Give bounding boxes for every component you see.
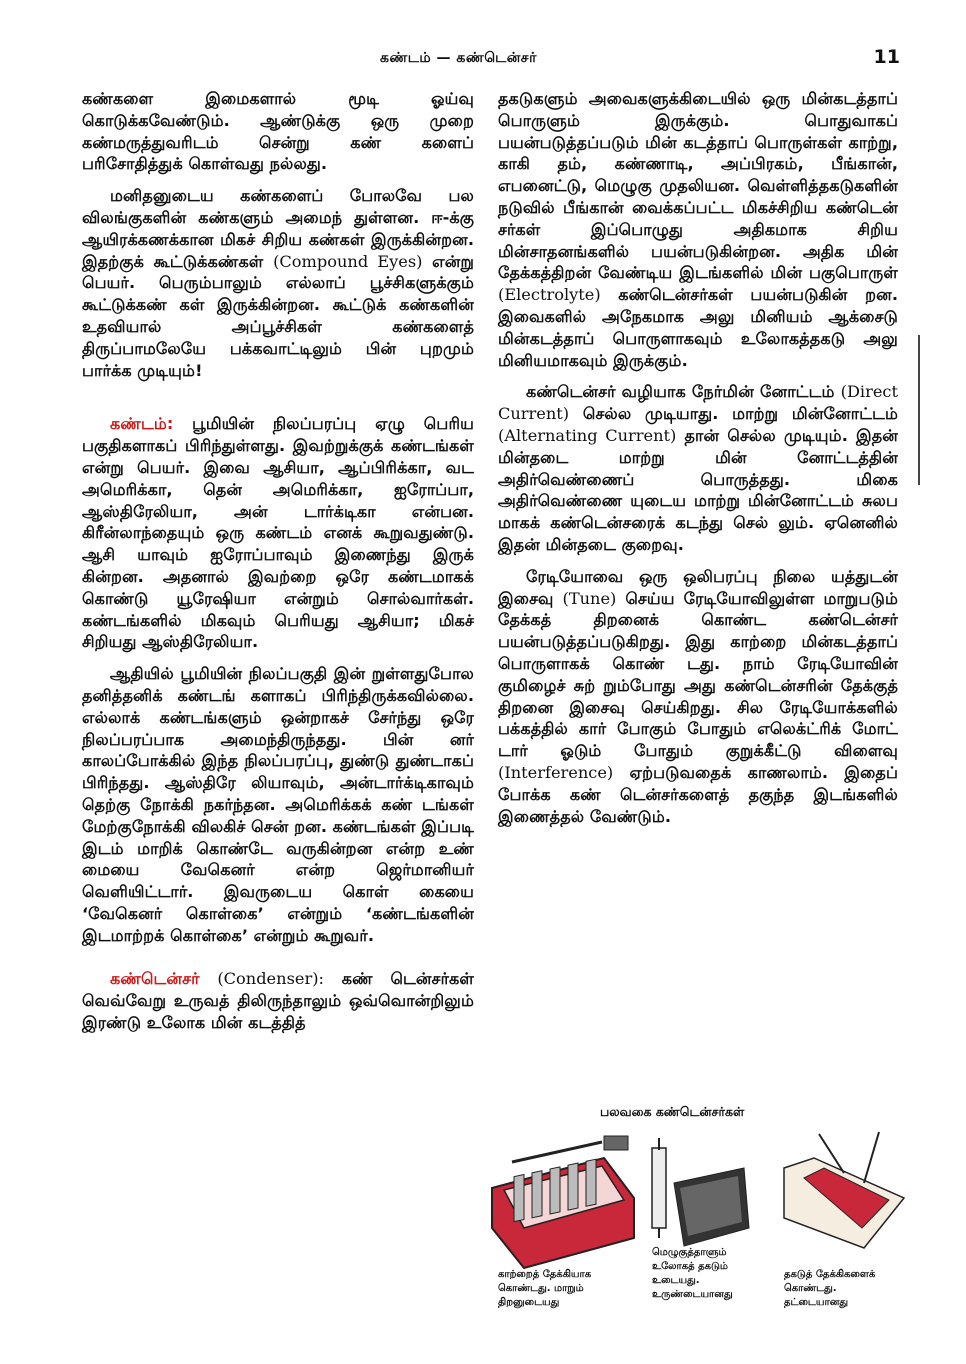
- capacitor-figure: [484, 1128, 936, 1343]
- paragraph: [82, 968, 474, 1033]
- running-head: கண்டம் — கண்டென்சர்: [380, 50, 537, 66]
- paragraph: [498, 566, 898, 828]
- paragraph: [498, 381, 898, 555]
- left-column: [82, 88, 474, 1044]
- text-run: என்று பெயர். பெரும்பாலும் எல்லாப் பூச்சிகளுக்கும் கூட்டுக்கண் கள் இருக்கின்றன. கூட்டுக் கண்களின் உதவியால் அப்பூச்சிகள் கண்களைத் திருப்பாமலேயே பக்கவாட்டிலும் பின் புறமும் பார்க்க முடியும்!: [82, 251, 474, 380]
- paragraph: [498, 88, 898, 371]
- text-run: கண் டென்சர்கள் வெவ்வேறு உருவத் திலிருந்தாலும் ஒவ்வொன்றிலும் இரண்டு உலோக மின் கடத்தித்: [82, 969, 475, 1033]
- paragraph: ஆதியில் பூமியின் நிலப்பகுதி இன் றுள்ளதுபோல தனித்தனிக் கண்டங் களாகப் பிரிந்திருக்கவில்லை. எல்லாக் கண்டங்களும் ஒன்றாகச் சேர்ந்து ஒரே நிலப்பரப்பாக அமைந்திருந்தது. பின் னர் காலப்போக்கில் இந்த நிலப்பரப்பு, துண்டு துண்டாகப் பிரிந்தது. ஆஸ்திரே லியாவும், அன்டார்க்டிகாவும் தெற்கு நோக்கி நகர்ந்தன. அமெரிக்கக் கண் டங்கள் மேற்குநோக்கி விலகிச் சென் றன. கண்டங்கள் இப்படி இடம் மாறிக் கொண்டே வருகின்றன என்ற உண் மையை வேகெனர் என்ற ஜெர்மானியர் வெளியிட்டார். இவருடைய கொள் கையை ‘வேகெனர் கொள்கை’ என்றும் ‘கண்டங்களின் இடமாற்றக் கொள்கை’ என்றும் கூறுவர்.: [82, 664, 474, 945]
- text-run: செய்ய ரேடியோவிலுள்ள மாறுபடும் தேக்கத் திறனைக் கொண்ட கண்டென்சர் பயன்படுத்தப்படுகிறது. இது காற்றை மின்கடத்தாப் பொருளாகக் கொண் டது. நாம் ரேடியோவின் குமிழைச் சுற் றும்போது அது கண்டென்சரின் தேக்குத் திறனை இசைவு செய்கிறது. சில ரேடியோக்களில் பக்கத்தில் கார் போகும் போதும் எலெக்ட்ரிக் மோட் டார் ஓடும் போதும் குறுக்கீட்டு விளைவு: [498, 588, 898, 761]
- text-run: தகடுகளும் அவைகளுக்கிடையில் ஒரு மின்கடத்தாப் பொருளும் இருக்கும். பொதுவாகப் பயன்படுத்தப்படும் மின் கடத்தாப் பொருள்கள் காற்று, காகி தம், கண்ணாடி, அப்பிரகம், பீங்கான், எபனைட்டு, மெழுகு முதலியன. வெள்ளித்தகடுகளின் நடுவில் பீங்கான் வைக்கப்பட்ட மிகச்சிறிய கண்டென் சர்கள் இப்பொழுது அதிகமாக சிறிய மின்சாதனங்களில் பயன்படுகின்றன. அதிக மின் தேக்கத்திறன் வேண்டிய இடங்களில் மின் பகுபொருள்: [498, 89, 898, 283]
- figure-label: காற்றைத் தேக்கியாக கொண்டது. மாறும் திறனுடையது: [498, 1269, 592, 1308]
- text-run: ரேடியோவை ஒரு ஒலிபரப்பு நிலை யத்துடன் இசைவு: [498, 566, 898, 608]
- text-run: ஏற்படுவதைக் காணலாம். இதைப் போக்க கண் டென்சர்களைத் தகுந்த இடங்களில் இணைத்தல் வேண்டும்.: [498, 762, 898, 826]
- figure-label: மெழுகுத்தாளும் உலோகத் தகடும் உடையது. உருண்டையானது: [652, 1247, 733, 1300]
- figure-label: தகடுத் தேக்கிகளைக் கொண்டது. தட்டையானது: [784, 1269, 876, 1308]
- section-heading-condenser: கண்டென்சர்: [110, 969, 200, 989]
- text-run: பூமியின் நிலப்பரப்பு ஏழு பெரிய பகுதிகளாகப் பிரிந்துள்ளது. இவற்றுக்குக் கண்டங்கள் என்று பெயர். இவை ஆசியா, ஆப்பிரிக்கா, வட அமெரிக்கா, தென் அமெரிக்கா, ஐரோப்பா, ஆஸ்திரேலியா, அன் டார்க்டிகா என்பன. கிரீன்லாந்தையும் ஒரு கண்டம் எனக் கூறுவதுண்டு. ஆசி யாவும் ஐரோப்பாவும் இணைந்து இருக் கின்றன. அதனால் இவற்றை ஒரே கண்டமாகக் கொண்டு யூரேஷியா என்றும் சொல்வார்கள். கண்டங்களில் மிகவும் பெரியது ஆசியா; மிகச் சிறியது ஆஸ்திரேலியா.: [82, 414, 474, 652]
- paragraph: கண்களை இமைகளால் மூடி ஓய்வு கொடுக்கவேண்டும். ஆண்டுக்கு ஒரு முறை கண்மருத்துவரிடம் சென்று கண் களைப் பரிசோதித்துக் கொள்வது நல்லது.: [82, 89, 474, 174]
- latin-term: (Condenser):: [217, 969, 324, 989]
- paper-capacitor-drawing: [652, 1138, 749, 1246]
- page-header: [0, 44, 966, 74]
- paragraph: [82, 185, 474, 381]
- page-number: 11: [873, 46, 900, 68]
- right-column: [498, 88, 898, 837]
- text-run: கண்டென்சர் வழியாக நேர்மின் னோட்டம்: [526, 382, 835, 402]
- latin-term: (Electrolyte): [498, 285, 601, 305]
- latin-term: (Compound Eyes): [273, 251, 423, 271]
- latin-term: (Direct Current): [498, 382, 898, 424]
- latin-term: (Interference): [498, 762, 614, 782]
- text-run: தான் செல்ல முடியும். இதன் மின்தடை மாற்று மின் னோட்டத்தின் அதிர்வெண்ணைப் பொருத்தது. மிகை அதிர்வெண்ணை யுடைய மாற்று மின்னோட்டம் சுலப மாகக் கண்டென்சரைக் கடந்து செல் லும். ஏனெனில் இதன் மின்தடை குறைவு.: [498, 425, 898, 554]
- flat-capacitor-drawing: [784, 1132, 904, 1248]
- paragraph: [82, 413, 474, 653]
- latin-term: (Alternating Current): [498, 425, 677, 445]
- margin-rule: [918, 335, 920, 485]
- variable-capacitor-drawing: [492, 1136, 634, 1268]
- latin-term: (Tune): [562, 588, 617, 608]
- figure-caption: பலவகை கண்டென்சர்கள்: [600, 1104, 745, 1119]
- text-run: மனிதனுடைய கண்களைப் போலவே பல விலங்குகளின் கண்களும் அமைந் துள்ளன. ஈ-க்கு ஆயிரக்கணக்கான மிகச் சிறிய கண்கள் இருக்கின்றன. இதற்குக் கூட்டுக்கண்கள்: [82, 186, 474, 271]
- text-run: செல்ல முடியாது. மாற்று மின்னோட்டம்: [582, 404, 898, 424]
- text-run: கண்டென்சர்கள் பயன்படுகின் றன. இவைகளில் அநேகமாக அலு மினியம் ஆக்சைடு மின்கடத்தாப் பொருளாகவும் உலோகத்தகடு அலு மினியமாகவும் இருக்கும்.: [498, 285, 898, 370]
- section-heading-kandam: கண்டம்:: [110, 414, 174, 434]
- capacitor-illustrations: [484, 1128, 936, 1343]
